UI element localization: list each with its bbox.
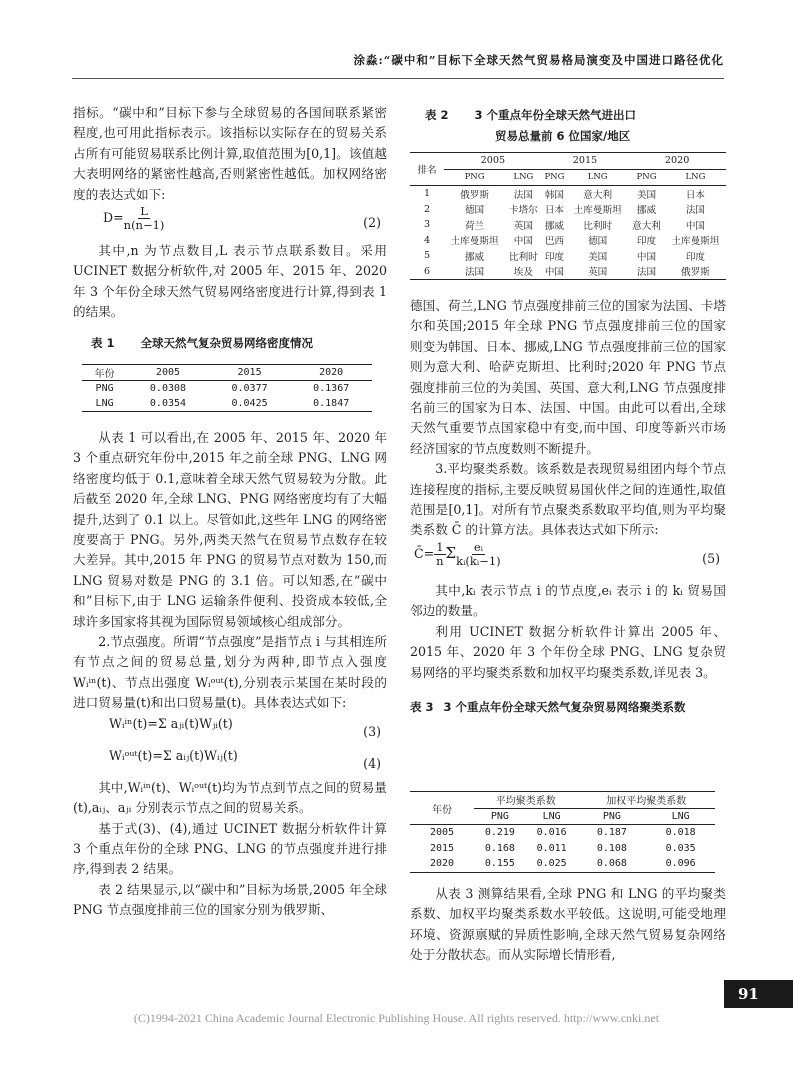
- table-row: [410, 841, 715, 857]
- table3-sub: PNG: [602, 810, 621, 822]
- paragraph: 3.平均聚类系数。该系数是表现贸易组团内每个节点连接程度的指标,主要反映贸易国伙伴之间的连通性,取值范围是[0,1]。对所有节点聚类系数取平均值,则为平均聚类系数 C̄ 的计算方法。具体表达式如下所示:: [410, 461, 726, 538]
- right-column: [410, 296, 726, 717]
- table2-cell: 土库曼斯坦: [671, 236, 720, 248]
- table2-caption-line1: 3 个重点年份全球天然气进出口: [474, 108, 637, 122]
- table2-cell: 6: [423, 265, 431, 277]
- table3-cell: 0.108: [596, 842, 627, 854]
- table2-cell: 挪威: [636, 205, 657, 217]
- table-row: [410, 264, 726, 280]
- table2-cell: 俄罗斯: [460, 189, 489, 201]
- table3-group: 加权平均聚类系数: [578, 792, 716, 809]
- table2-cell: 美国: [636, 189, 657, 201]
- table2-cell: 埃及: [513, 267, 533, 279]
- table3-sub: LNG: [671, 810, 690, 822]
- table2-cell: 3: [423, 219, 431, 231]
- table1-cell: 0.0377: [231, 383, 268, 394]
- table2-caption: [425, 104, 725, 146]
- table2-rank-header: 排名: [410, 153, 444, 186]
- table2-cell: 法国: [685, 205, 706, 217]
- table2-cell: 意大利: [632, 220, 661, 232]
- eq5-sum: Σ: [445, 543, 457, 562]
- table2-year: 2015: [542, 153, 628, 170]
- table2-cell: 法国: [513, 189, 533, 201]
- table3-cell: 0.025: [536, 858, 567, 870]
- left-column-lower: [73, 428, 387, 921]
- table-2: [410, 152, 726, 280]
- table2-year: 2005: [444, 153, 542, 170]
- equation-5: [410, 541, 726, 581]
- table2-sub: LNG: [513, 172, 534, 183]
- paragraph: 表 2 结果显示,以“碳中和”目标为场景,2005 年全球 PNG 节点强度排前三位的国家分别为俄罗斯、: [73, 881, 387, 918]
- table2-sub: LNG: [587, 172, 608, 183]
- table3-sub: PNG: [490, 810, 509, 822]
- eq5-n1: 1: [436, 539, 444, 554]
- equation-3: [73, 714, 387, 746]
- table1-caption-no: 表 1: [91, 335, 115, 350]
- eq5-fraction-2: [456, 541, 501, 568]
- eq5-lhs: C̄=: [414, 545, 435, 561]
- running-header: 涂淼:“碳中和”目标下全球天然气贸易格局演变及中国进口路径优化: [353, 53, 724, 67]
- table-row: [410, 248, 726, 264]
- eq2-number: (2): [363, 215, 381, 231]
- table3-cell: 0.016: [536, 827, 567, 839]
- table-row: [82, 396, 372, 412]
- table2-sub: LNG: [685, 172, 706, 183]
- eq4-formula: Wᵢᵒᵘᵗ(t)=Σ aᵢⱼ(t)Wᵢⱼ(t): [109, 747, 238, 763]
- table1-header: 2005: [155, 367, 181, 378]
- table-row: [82, 381, 372, 397]
- table2-cell: 法国: [636, 267, 657, 279]
- table1-cell: 0.0425: [231, 398, 268, 409]
- table-row: [410, 825, 715, 841]
- table3-cell: 0.018: [665, 827, 696, 839]
- table2-caption-line2: 贸易总量前 6 位国家/地区: [495, 129, 631, 143]
- paragraph: 德国、荷兰,LNG 节点强度排前三位的国家为法国、卡塔尔和英国;2015 年全球 PNG 节点强度排前三位的国家则变为韩国、日本、挪威,LNG 节点强度排前三位的国家则为意大利、哈萨克斯坦、比利时;2020 年 PNG 节点强度排前三位的为美国、英国、意大利,LNG 节点强度排名前三的国家为日本、法国、中国。由此可以看出,全球天然气重要节点国家稳中有变,而中国、印度等新兴市场经济国家的节点度数则不断提升。: [410, 298, 726, 456]
- table2-cell: 巴西: [544, 236, 565, 248]
- table2-cell: 德国: [464, 205, 485, 217]
- table2-cell: 法国: [464, 267, 485, 279]
- table3-caption-no: 表 3: [410, 699, 434, 714]
- page-number: 91: [724, 980, 793, 1008]
- eq5-d1: n: [436, 553, 444, 568]
- table3-cell: 0.035: [665, 842, 696, 854]
- table2-sub: PNG: [464, 172, 485, 183]
- eq2-fraction: [124, 205, 165, 232]
- table2-cell: 中国: [544, 267, 565, 279]
- table3-cell: 2005: [429, 827, 455, 839]
- left-column: [73, 103, 387, 353]
- table3-caption-text: 3 个重点年份全球天然气复杂贸易网络聚类系数: [443, 699, 686, 714]
- table1-header: 2020: [319, 367, 344, 378]
- table2-cell: 挪威: [544, 220, 565, 232]
- table2-cell: 英国: [588, 267, 608, 279]
- paragraph: 指标。“碳中和”目标下参与全球贸易的各国间联系紧密程度,也可用此指标表示。该指标以实际存在的贸易关系占所有可能贸易联系比例计算,取值范围为[0,1]。该值越大表明网络的紧密性越高,否则紧密性越低。加权网络密度的表达式如下:: [73, 105, 387, 202]
- eq2-denominator: n(n−1): [123, 218, 165, 233]
- eq2-lhs: D=: [103, 210, 124, 226]
- table2-cell: 美国: [588, 251, 608, 263]
- right-column-lower: [410, 884, 726, 966]
- table1-cell: 0.1367: [313, 383, 350, 394]
- table-row: [410, 856, 715, 872]
- table2-cell: 2: [423, 203, 431, 215]
- table2-sub: PNG: [544, 172, 565, 183]
- paragraph: 2.节点强度。所谓“节点强度”是指节点 i 与其相连所有节点之间的贸易总量,划分为两种,即节点入强度 Wᵢⁱⁿ(t)、节点出强度 Wᵢᵒᵘᵗ(t),分别表示某国在某时段的进口贸易量(t)和出口贸易量(t)。具体表达式如下:: [73, 634, 387, 711]
- table-1: [82, 364, 372, 412]
- table2-cell: 荷兰: [464, 220, 485, 232]
- eq5-fraction-1: [434, 541, 445, 568]
- table2-cell: 日本: [544, 205, 565, 217]
- copyright-footer: (C)1994-2021 China Academic Journal Electronic Publishing House. All rights reserved. http://www.cnki.net: [133, 1011, 660, 1025]
- paragraph: 其中,n 为节点数目,L 表示节点联系数目。采用 UCINET 数据分析软件,对 2005 年、2015 年、2020 年 3 个年份全球天然气贸易网络密度进行计算,得到表 1 的结果。: [73, 243, 387, 320]
- table3-cell: 0.096: [665, 858, 696, 870]
- table2-cell: 比利时: [583, 220, 613, 232]
- table3-caption: [410, 697, 726, 717]
- table2-cell: 英国: [513, 220, 533, 232]
- table2-cell: 印度: [636, 236, 657, 248]
- paragraph: 从表 1 可以看出,在 2005 年、2015 年、2020 年 3 个重点研究年份中,2015 年之前全球 PNG、LNG 网络密度均低于 0.1,意味着全球天然气贸易较为分散。此后截至 2020 年,全球 LNG、PNG 网络密度均有了大幅提升,达到了 0.1 以上。尽管如此,这些年 LNG 的网络密度要高于 PNG。另外,两类天然气在贸易节点数存在较大差异。其中,2015 年 PNG 的贸易节点对数为 150,而 LNG 贸易对数是 PNG 的 3.1 倍。可以知悉,在“碳中和”目标下,由于 LNG 运输条件便利、投资成本较低,全球许多国家将其视为国际贸易领域核心组成部分。: [73, 430, 387, 629]
- table2-cell: 俄罗斯: [681, 267, 710, 279]
- eq2-numerator: L: [140, 204, 148, 219]
- table1-caption-text: 全球天然气复杂贸易网络密度情况: [140, 335, 314, 350]
- table3-cell: 0.168: [484, 842, 515, 854]
- table1-cell: LNG: [95, 398, 114, 409]
- eq3-number: (3): [363, 723, 381, 739]
- table1-header: 2015: [237, 367, 262, 378]
- table-3: [410, 791, 715, 873]
- table1-caption: [91, 333, 387, 353]
- table2-cell: 挪威: [464, 251, 485, 263]
- table2-sub: PNG: [636, 172, 657, 183]
- eq5-n2: eᵢ: [473, 539, 483, 554]
- eq5-number: (5): [702, 550, 720, 566]
- table2-year: 2020: [628, 153, 726, 170]
- table1-cell: 0.0308: [149, 383, 187, 394]
- eq5-d2: kᵢ(kᵢ−1): [456, 553, 501, 568]
- equation-2: [73, 205, 387, 241]
- table3-group: 平均聚类系数: [474, 792, 578, 809]
- table3-cell: 2015: [429, 842, 455, 854]
- table1-cell: 0.1847: [313, 398, 350, 409]
- table2-cell: 中国: [513, 236, 533, 248]
- table2-cell: 1: [423, 188, 431, 200]
- table3-sub: LNG: [542, 810, 561, 822]
- table2-cell: 土库曼斯坦: [573, 205, 622, 217]
- table1-cell: PNG: [95, 383, 114, 394]
- table-row: [410, 217, 726, 233]
- table1-header: 年份: [94, 369, 115, 380]
- paragraph: 基于式(3)、(4),通过 UCINET 数据分析软件计算 3 个重点年份的全球 PNG、LNG 的节点强度并进行排序,得到表 2 结果。: [73, 820, 387, 877]
- table3-cell: 0.068: [596, 858, 627, 870]
- table-row: [410, 202, 726, 218]
- table2-cell: 印度: [544, 251, 565, 263]
- table2-cell: 中国: [685, 220, 706, 232]
- table2-cell: 卡塔尔: [509, 205, 538, 217]
- eq4-number: (4): [363, 755, 381, 771]
- table3-cell: 0.187: [596, 827, 627, 839]
- table2-cell: 土库曼斯坦: [450, 236, 499, 248]
- table3-cell: 0.155: [484, 858, 515, 870]
- table3-cell: 0.219: [484, 827, 515, 839]
- table2-cell: 4: [423, 234, 431, 246]
- paragraph: 从表 3 测算结果看,全球 PNG 和 LNG 的平均聚类系数、加权平均聚类系数水平较低。这说明,可能受地理环境、资源禀赋的异质性影响,全球天然气贸易复杂网络处于分散状态。而从实际增长情形看,: [410, 886, 726, 963]
- table-row: [410, 233, 726, 249]
- table2-cell: 韩国: [544, 189, 565, 201]
- equation-4: [73, 746, 387, 778]
- table2-cell: 印度: [685, 251, 706, 263]
- table3-cell: 0.011: [536, 842, 567, 854]
- table1-cell: 0.0354: [149, 398, 187, 409]
- table2-cell: 德国: [588, 236, 608, 248]
- table2-cell: 中国: [636, 251, 657, 263]
- table2-caption-no: 表 2: [425, 108, 449, 122]
- table2-cell: 5: [423, 250, 431, 262]
- paragraph: 其中,Wᵢⁱⁿ(t)、Wᵢᵒᵘᵗ(t)均为节点到节点之间的贸易量(t),aᵢⱼ、aⱼᵢ 分别表示节点之间的贸易关系。: [73, 779, 387, 816]
- table3-cell: 2020: [429, 858, 455, 870]
- eq3-formula: Wᵢⁱⁿ(t)=Σ aⱼᵢ(t)Wⱼᵢ(t): [109, 715, 233, 731]
- table3-year-header: 年份: [410, 792, 474, 825]
- paragraph: 其中,kᵢ 表示节点 i 的节点度,eᵢ 表示 i 的 kᵢ 贸易国邻边的数量。: [410, 582, 726, 619]
- paragraph: 利用 UCINET 数据分析软件计算出 2005 年、2015 年、2020 年 3 个年份全球 PNG、LNG 复杂贸易网络的平均聚类系数和加权平均聚类系数,详见表 3。: [410, 623, 726, 680]
- table2-cell: 比利时: [509, 251, 538, 263]
- table2-cell: 意大利: [583, 189, 613, 201]
- table-row: [410, 186, 726, 202]
- header-rule: [72, 78, 724, 79]
- table2-cell: 日本: [685, 189, 706, 201]
